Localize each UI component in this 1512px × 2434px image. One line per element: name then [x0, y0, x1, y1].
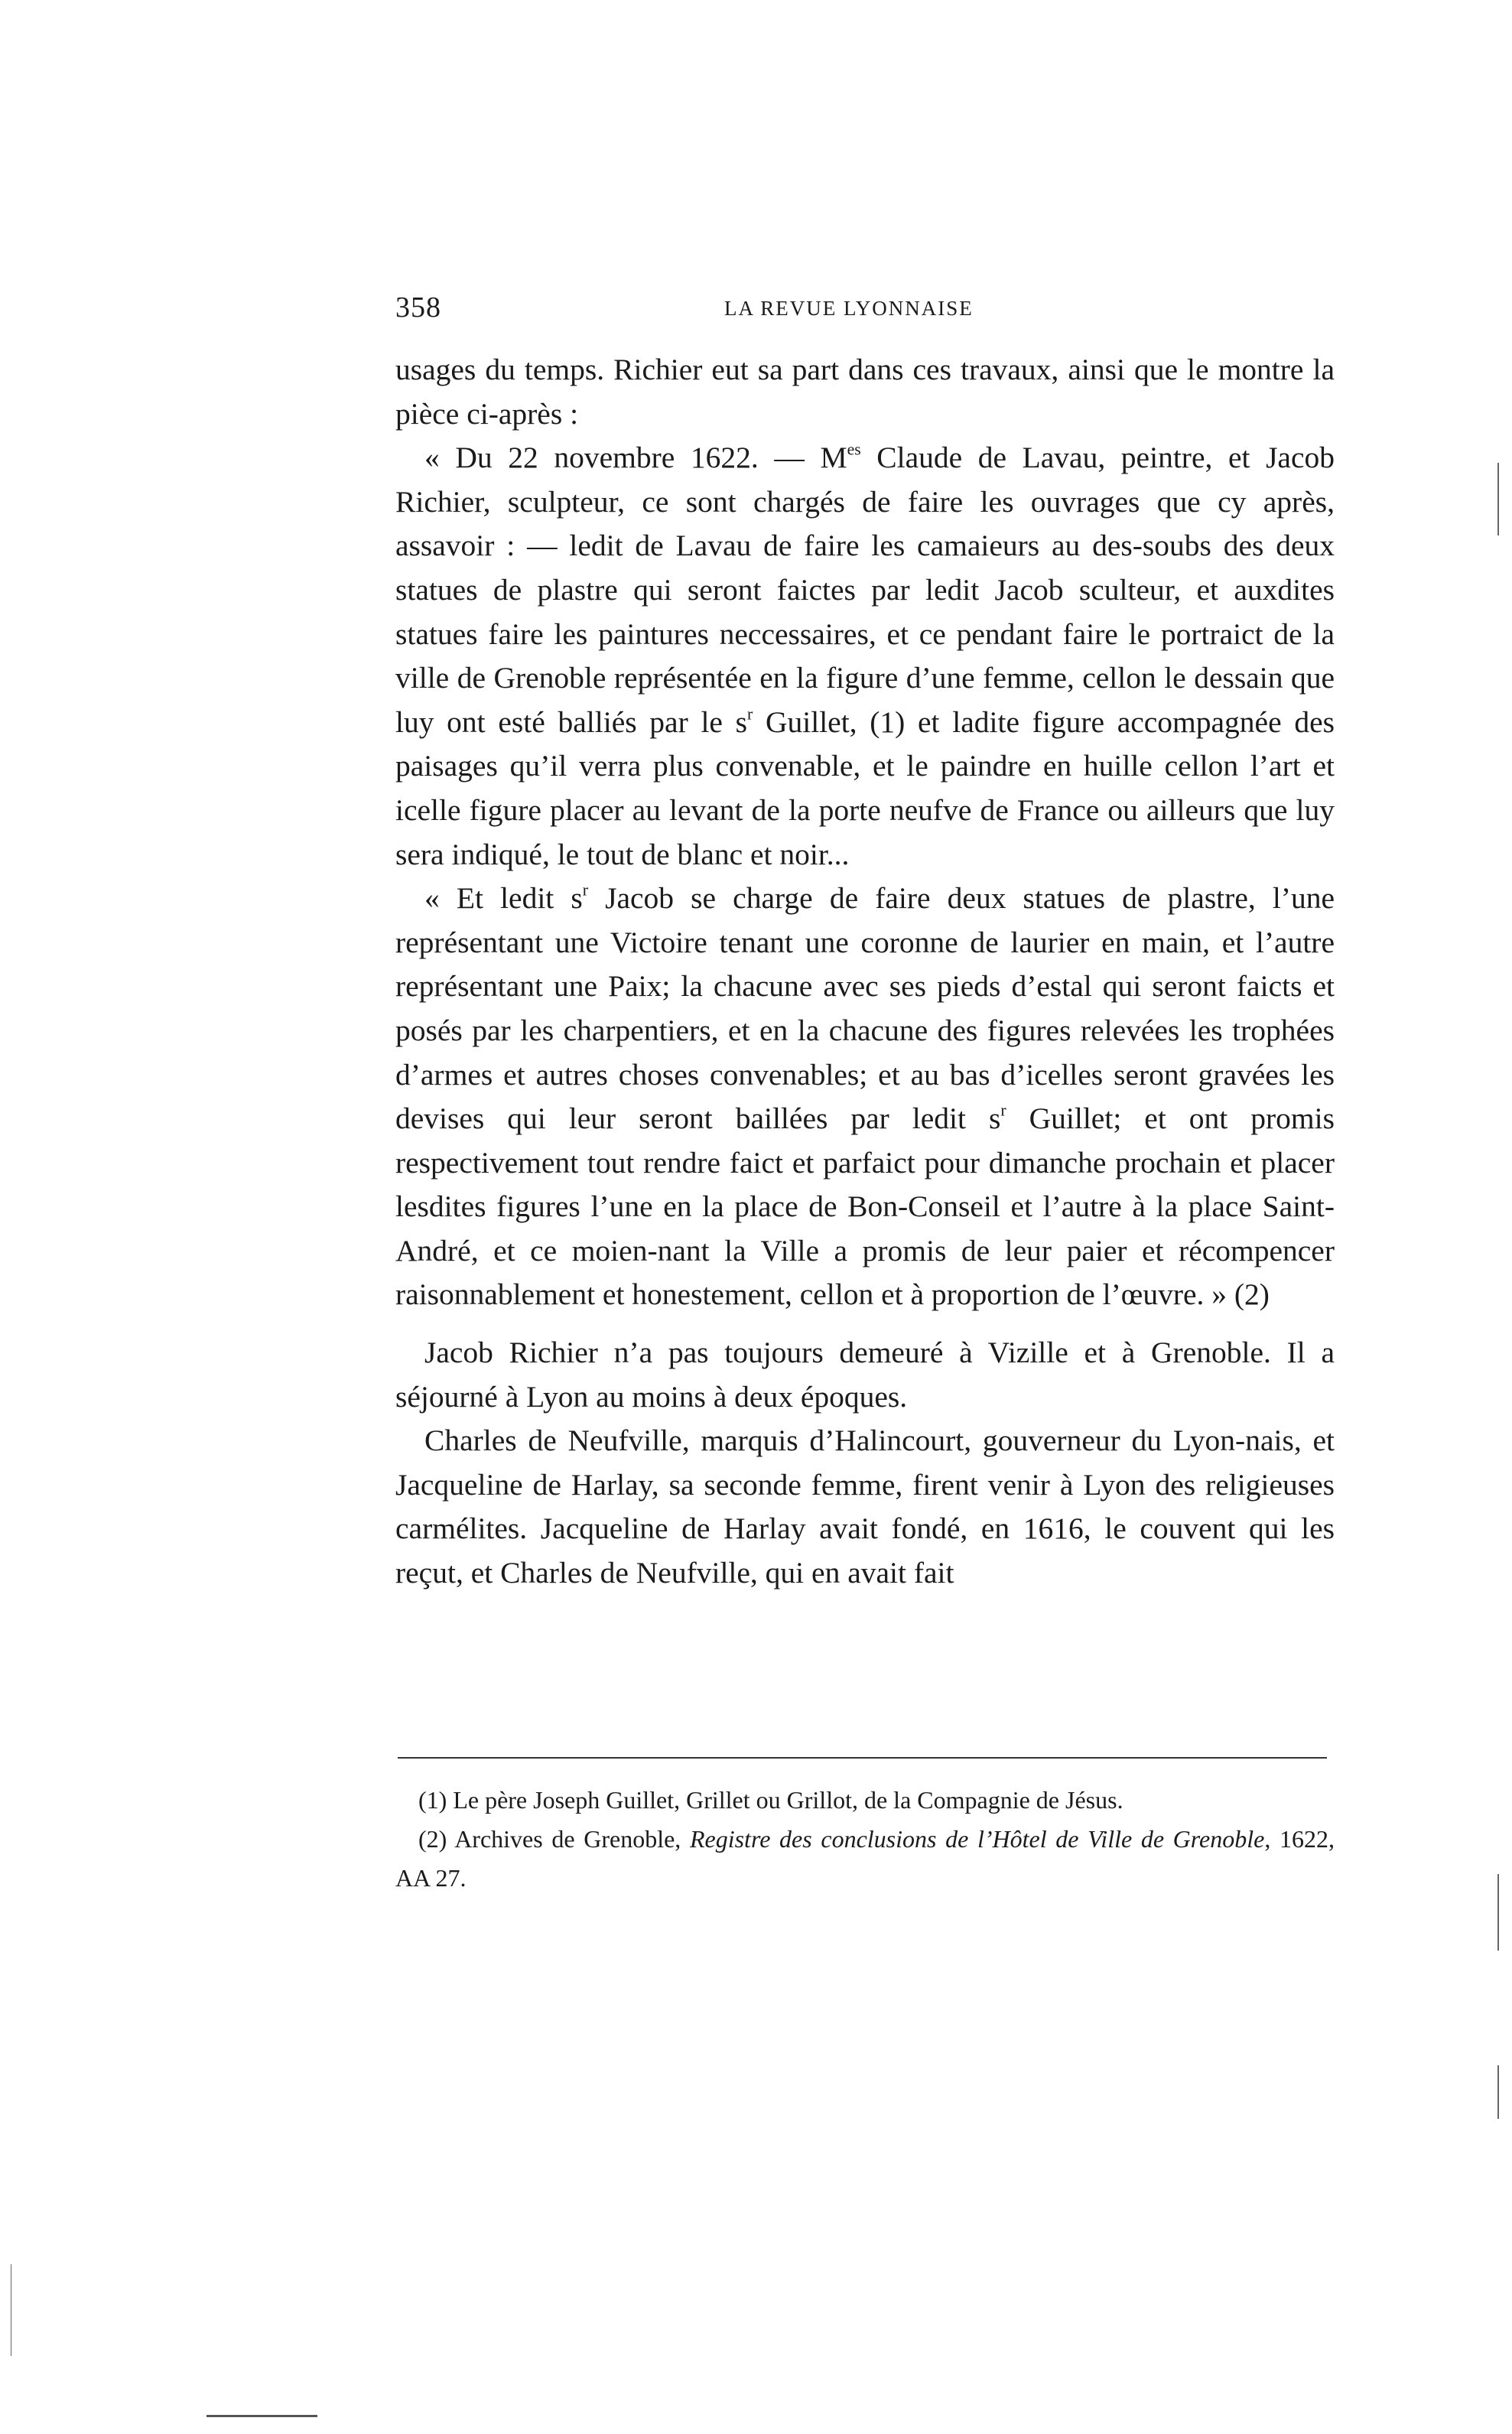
paragraph-1: usages du temps. Richier eut sa part dans ces travaux, ainsi que le montre la pièce ci-après : — [395, 353, 1335, 431]
running-title: LA REVUE LYONNAISE — [724, 297, 974, 320]
footnote-1: (1) Le père Joseph Guillet, Grillet ou Grillot, de la Compagnie de Jésus. — [418, 1786, 1123, 1814]
paragraph-2-part-c: Guillet, (1) et ladite figure accompagnée des paisages qu’il verra plus convenable, et le paindre en huille cellon l’art et icelle figure placer au levant de la porte neufve de France ou ailleurs que luy sera indiqué, le tout de blanc et noir... — [395, 704, 1335, 871]
superscript: r — [582, 880, 588, 900]
paragraph-2-part-a: « Du 22 novembre 1622. — M — [424, 441, 847, 475]
scan-margin-mark — [1497, 2065, 1499, 2119]
scan-bottom-mark — [206, 2415, 317, 2417]
footnote-2-part-a: (2) Archives de Grenoble, — [418, 1825, 690, 1853]
footnote-2-italic-title: Registre des conclusions de l’Hôtel de Ville de Grenoble — [689, 1825, 1265, 1853]
page-header — [395, 291, 1335, 337]
paragraph-3 — [395, 877, 1335, 1317]
footnote-2 — [395, 1820, 1335, 1898]
paragraph-5: Charles de Neufville, marquis d’Halincourt, gouverneur du Lyon-nais, et Jacqueline de Harlay, sa seconde femme, firent venir à Lyon des religieuses carmélites. Jacqueline de Harlay avait fondé, en 1616, le couvent qui les reçut, et Charles de Neufville, qui en avait fait — [395, 1424, 1335, 1590]
scan-margin-mark — [1497, 463, 1499, 535]
paragraph-3-part-a: « Et ledit s — [424, 881, 583, 916]
paragraph-2-part-b: Claude de Lavau, peintre, et Jacob Richier, sculpteur, ce sont chargés de faire les ouvrages que cy après, assavoir : — ledit de Lavau de faire les camaieurs au des-soubs des deux statues de plastre qui seront faictes par ledit Jacob sculteur, et auxdites statues faire les paintures neccessaires, et ce pendant faire le portraict de la ville de Grenoble représentée en la figure d’une femme, cellon le dessain que luy ont esté balliés par le s — [395, 441, 1335, 739]
paragraph-2 — [395, 436, 1335, 877]
footnote-separator — [398, 1757, 1327, 1759]
paragraph-3-part-c: Guillet; et ont promis respectivement tout rendre faict et parfaict pour dimanche prochain et placer lesdites figures l’une en la place de Bon-Conseil et l’autre à la place Saint-André, et ce moien-nant la Ville a promis de leur paier et récompencer raisonnablement et honestement, cellon et à proportion de l’œuvre. » (2) — [395, 1101, 1335, 1312]
body-text — [395, 348, 1335, 1596]
superscript: r — [747, 704, 753, 724]
footnote-2-part-b: , 1622, AA 27. — [395, 1825, 1335, 1892]
scan-margin-mark — [1497, 1874, 1499, 1951]
paragraph-3-part-b: Jacob se charge de faire deux statues de plastre, l’une représentant une Victoire tenant une coronne de laurier en main, et l’autre représentant une Paix; la chacune avec ses pieds d’estal qui seront faicts et posés par les charpentiers, et en la chacune des figures relevées les trophées d’armes et autres choses convenables; et au bas d’icelles seront gravées les devises qui leur seront baillées par ledit s — [395, 881, 1335, 1136]
page-number: 358 — [395, 291, 441, 324]
superscript: es — [847, 440, 861, 459]
superscript: r — [1000, 1101, 1006, 1120]
paragraph-4: Jacob Richier n’a pas toujours demeuré à Vizille et à Grenoble. Il a séjourné à Lyon au moins à deux époques. — [395, 1336, 1335, 1414]
footnotes — [395, 1781, 1335, 1898]
